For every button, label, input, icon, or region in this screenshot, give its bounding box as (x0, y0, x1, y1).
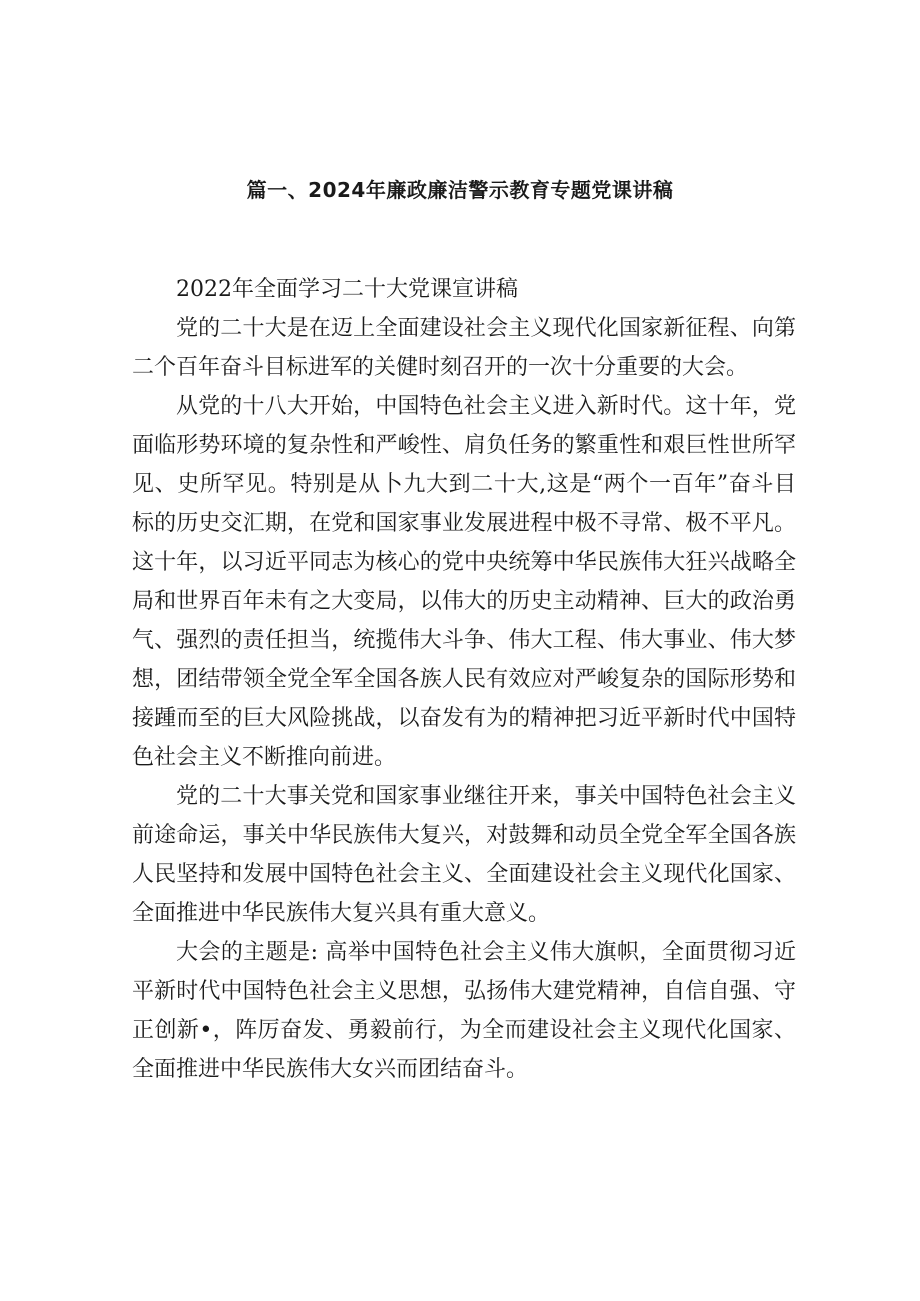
paragraph-3: 党的二十大事关党和国家事业继往开来，事关中国特色社会主义前途命运，事关中华民族伟大复兴，对鼓舞和动员全党全军全国各族人民坚持和发展中国特色社会主义、全面建设社会主义现代化国家、全面推进中华民族伟大复兴具有重大意义。 (132, 784, 796, 926)
paragraph-2: 从党的十八大开始，中国特色社会主义进入新时代。这十年，党面临形势环境的复杂性和严峻性、肩负任务的繁重性和艰巨性世所罕见、史所罕见。特别是从卜九大到二十大,这是“两个一百年”奋斗目标的历史交汇期，在党和国家事业发展进程中极不寻常、极不平凡。这十年，以习近平同志为核心的党中央统筹中华民族伟大狂兴战略全局和世界百年未有之大变局，以伟大的历史主动精神、巨大的政治勇气、强烈的责任担当，统揽伟大斗争、伟大工程、伟大事业、伟大梦想，团结带领全党全军全国各族人民有效应对严峻复杂的国际形势和接踵而至的巨大风险挑战，以奋发有为的精神把习近平新时代中国特色社会主义不断推向前进。 (132, 394, 796, 770)
document-title: 篇一、2024年廉政廉洁警示教育专题党课讲稿 (246, 178, 674, 202)
paragraph-4: 大会的主题是: 高举中国特色社会主义伟大旗帜，全面贯彻习近平新时代中国特色社会主义思想，弘扬伟大建党精神，自信自强、守正创新•，阵厉奋发、勇毅前行，为全而建设社会主义现代化国家、全面推进中华民族伟大女兴而团结奋斗。 (132, 940, 796, 1082)
document-subtitle: 2022年全面学习二十大党课宣讲稿 (176, 277, 518, 302)
document-body (132, 270, 796, 1089)
paragraph-1: 党的二十大是在迈上全面建设社会主义现代化国家新征程、向第二个百年奋斗目标进军的关健时刻召开的一次十分重要的大会。 (132, 316, 796, 380)
